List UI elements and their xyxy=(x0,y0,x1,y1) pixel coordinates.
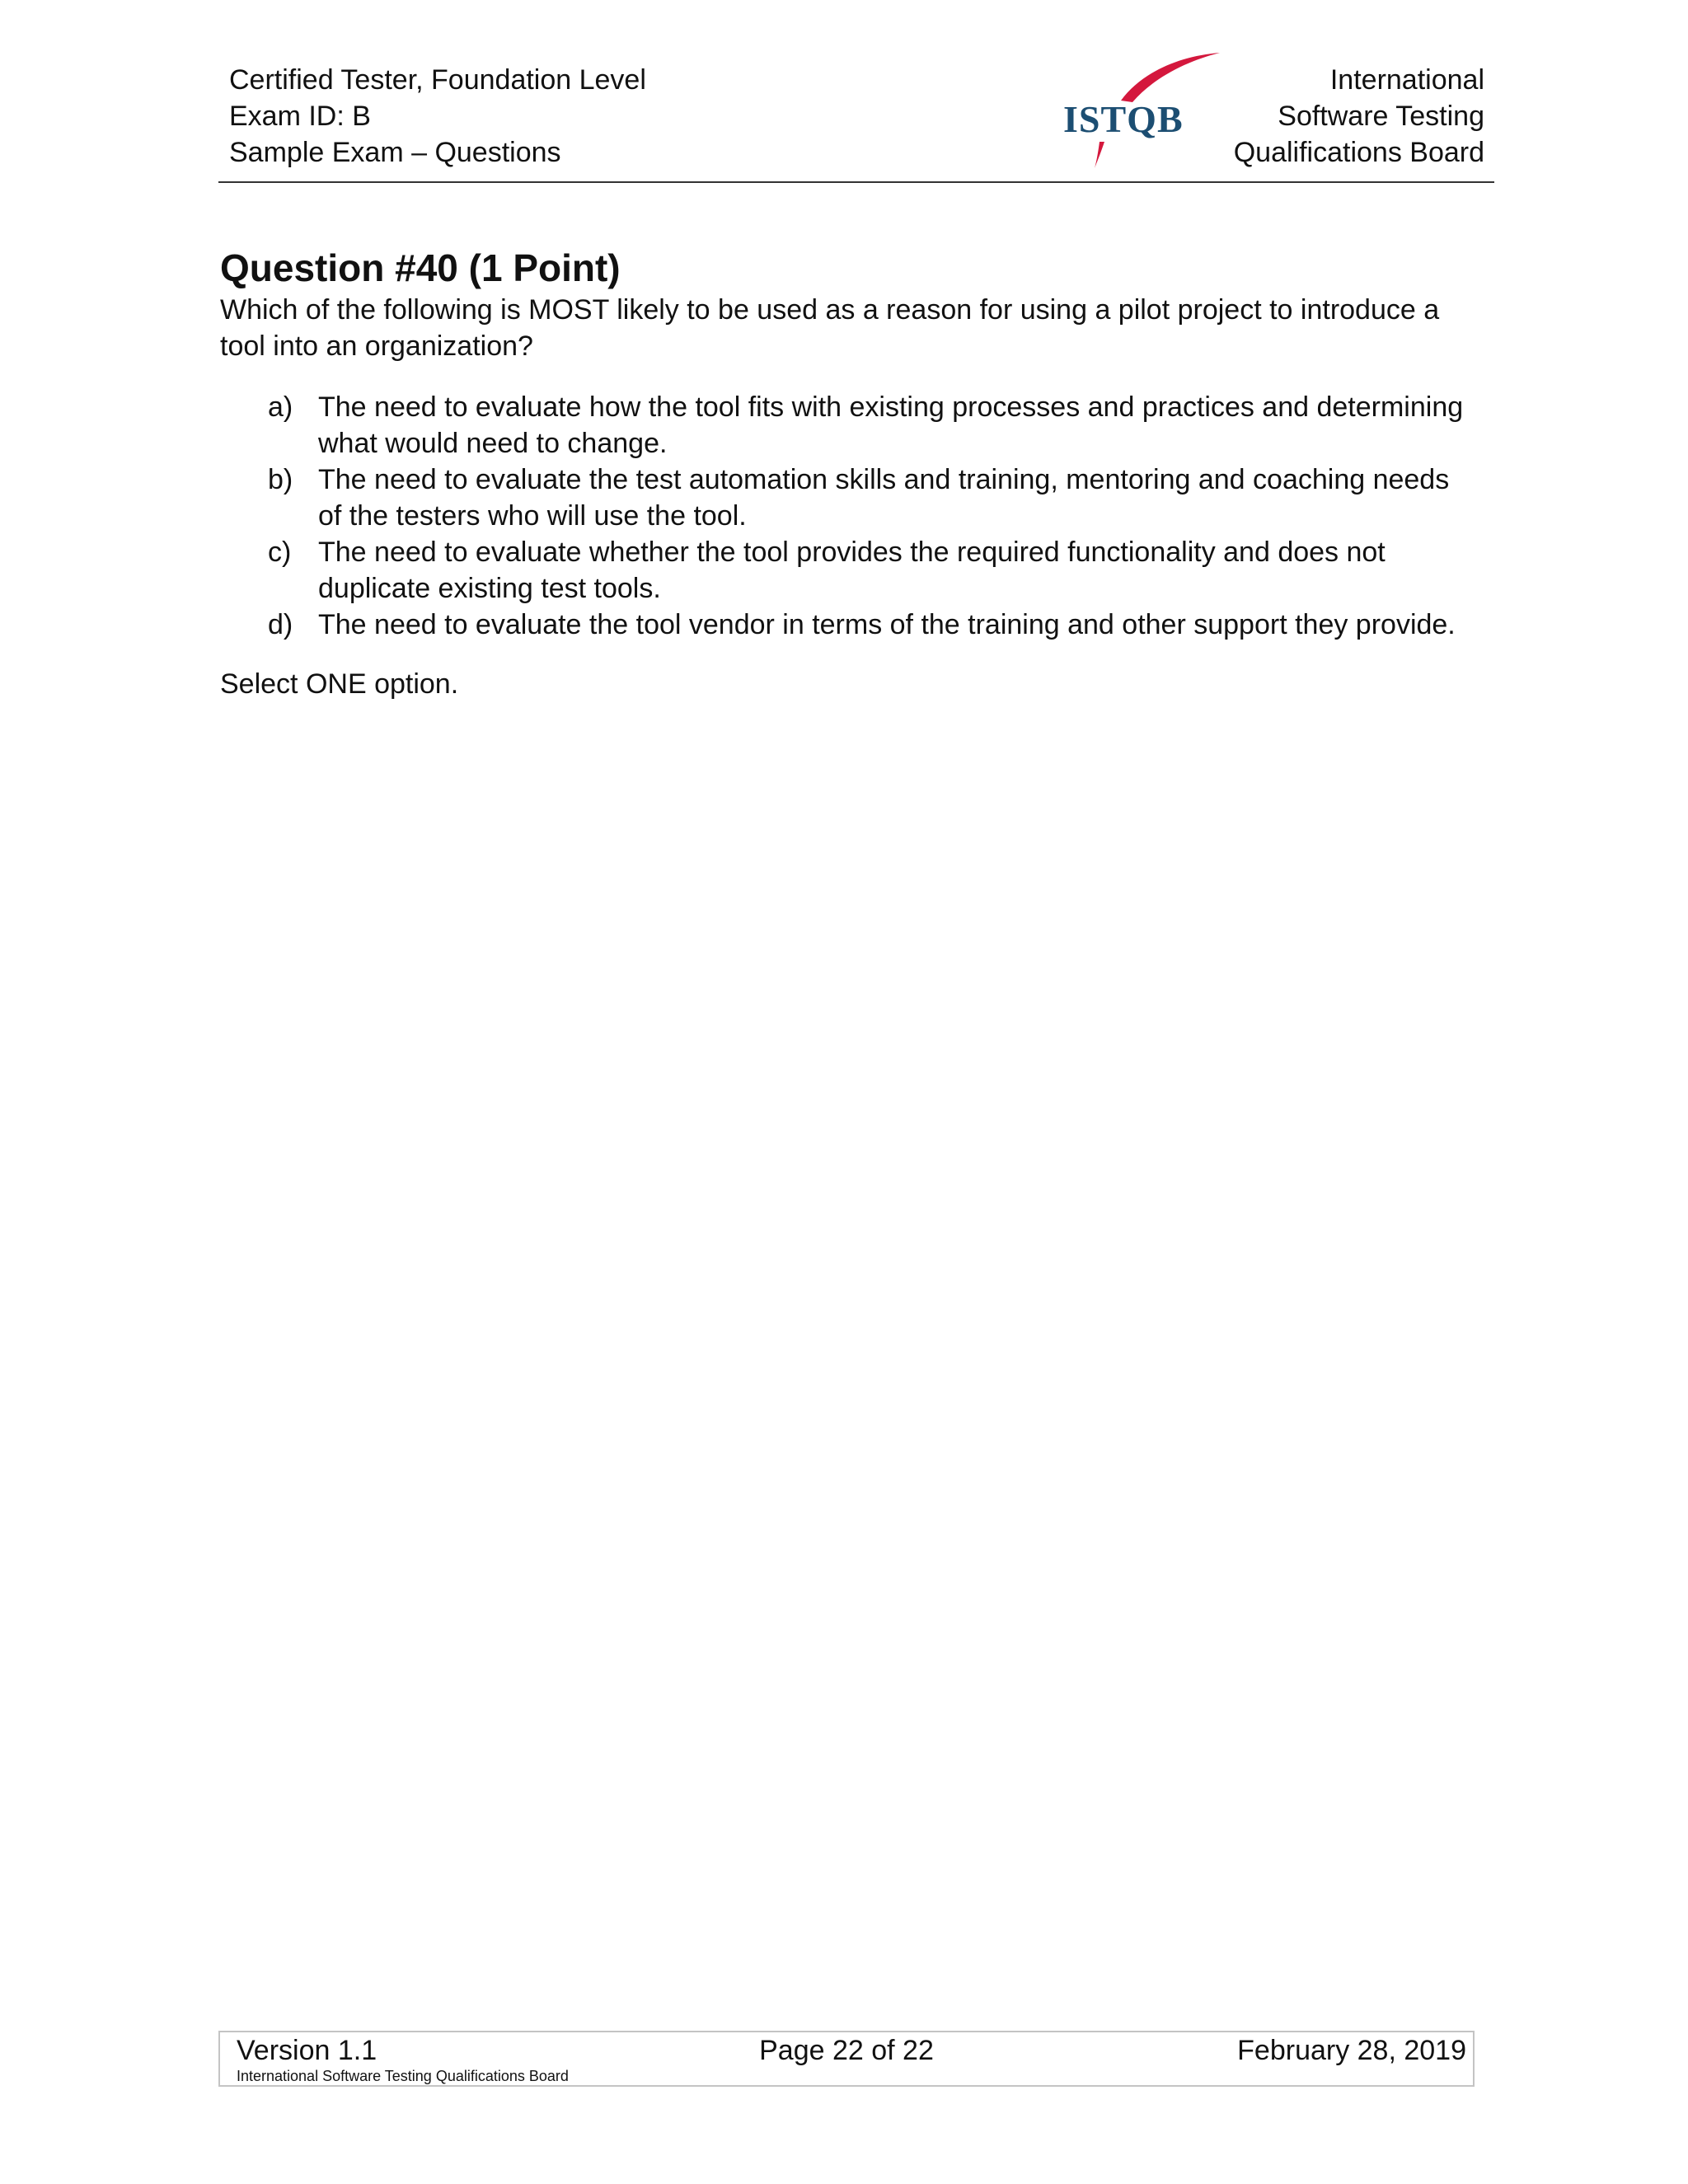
question-text: Which of the following is MOST likely to be used as a reason for using a pilot project to introduce a tool into an organization? xyxy=(220,294,1440,362)
footer-version: Version 1.1 xyxy=(237,2035,377,2066)
answer-options xyxy=(220,389,1473,643)
header-organization xyxy=(1234,62,1484,171)
page-footer xyxy=(218,2031,1475,2087)
istqb-logo-text: ISTQB xyxy=(1063,98,1184,140)
header-certification-level: Certified Tester, Foundation Level xyxy=(229,64,646,96)
answer-option-b xyxy=(220,462,1473,534)
option-text: The need to evaluate the test automation skills and training, mentoring and coaching needs of the testers who will use the tool. xyxy=(318,464,1450,532)
answer-option-c xyxy=(220,534,1473,607)
header-org-line-1: International xyxy=(1329,64,1484,96)
option-text: The need to evaluate how the tool fits with existing processes and practices and determining what would need to change. xyxy=(318,391,1464,459)
header-org-line-3: Qualifications Board xyxy=(1233,137,1484,168)
header-org-line-2: Software Testing xyxy=(1278,101,1484,132)
option-text: The need to evaluate whether the tool provides the required functionality and does not duplicate existing test tools. xyxy=(318,537,1386,604)
header-document-type: Sample Exam – Questions xyxy=(229,137,561,168)
footer-date: February 28, 2019 xyxy=(1237,2035,1466,2066)
option-letter: d) xyxy=(268,609,293,640)
answer-instruction: Select ONE option. xyxy=(220,668,459,700)
option-letter: b) xyxy=(268,464,293,495)
option-letter: a) xyxy=(268,391,293,423)
footer-page-number: Page 22 of 22 xyxy=(759,2035,934,2066)
answer-option-d xyxy=(220,607,1473,643)
question-section xyxy=(220,244,1473,702)
option-letter: c) xyxy=(268,537,292,568)
header-exam-id: Exam ID: B xyxy=(229,101,371,132)
header-exam-info xyxy=(229,62,646,171)
page-header xyxy=(218,51,1494,183)
option-text: The need to evaluate the tool vendor in terms of the training and other support they provide. xyxy=(318,609,1456,640)
answer-option-a xyxy=(220,389,1473,462)
istqb-logo xyxy=(1063,51,1228,175)
header-divider xyxy=(218,181,1494,183)
question-title: Question #40 (1 Point) xyxy=(220,246,621,289)
footer-board-name: International Software Testing Qualifications Board xyxy=(237,2068,569,2084)
